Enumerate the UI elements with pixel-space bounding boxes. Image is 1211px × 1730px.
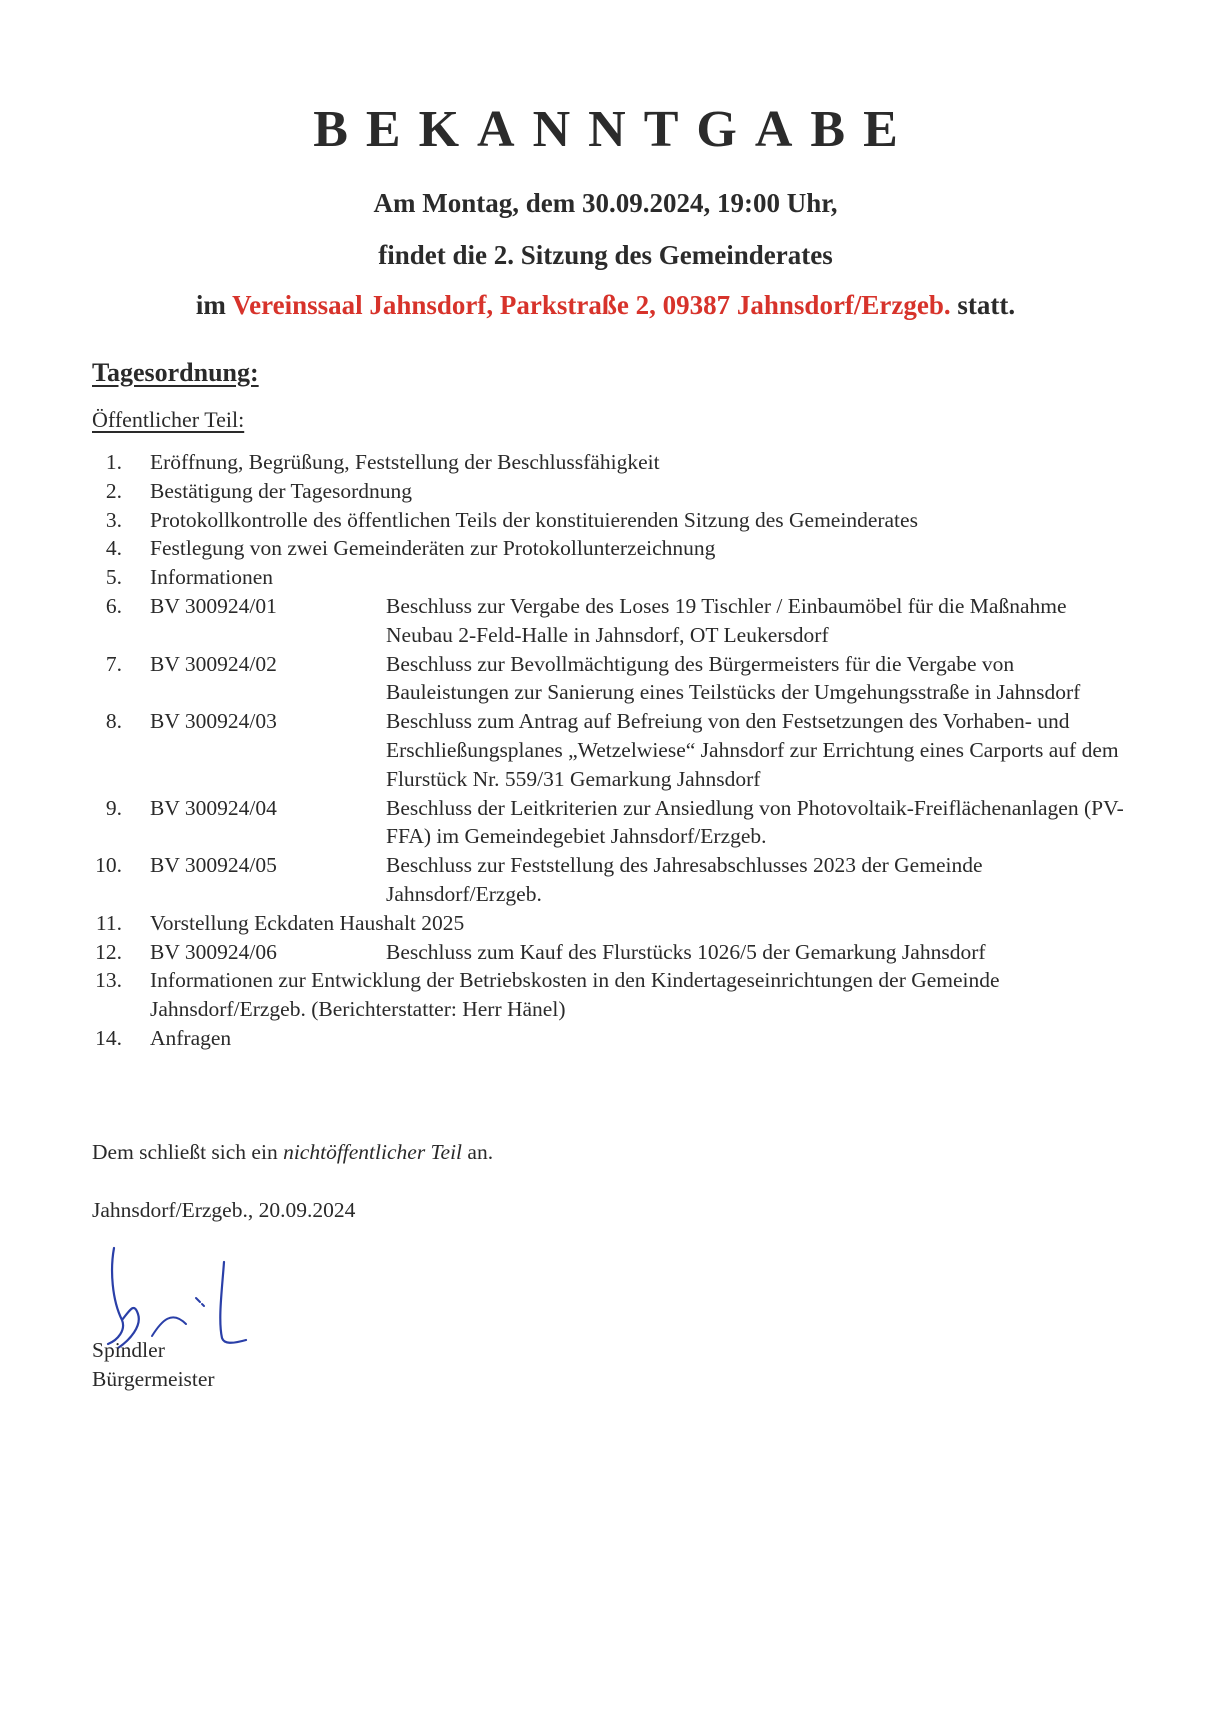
closing-note-prefix: Dem schließt sich ein: [92, 1140, 278, 1164]
agenda-item-number: 14.: [95, 1025, 122, 1050]
agenda-item-number: 8.: [105, 709, 122, 734]
closing-note: [92, 1140, 493, 1165]
agenda-item: [92, 534, 1132, 563]
closing-note-emphasis: nichtöffentlicher Teil: [283, 1140, 463, 1164]
agenda-item-code: BV 300924/04: [150, 795, 277, 820]
agenda-item-number: 3.: [105, 507, 122, 532]
agenda-item-code: BV 300924/02: [150, 651, 277, 676]
meeting-location-line: [0, 290, 1211, 321]
agenda-item: [92, 592, 1132, 650]
closing-note-suffix: an.: [467, 1140, 494, 1164]
agenda-item: [92, 707, 1132, 793]
agenda-item-code: BV 300924/06: [150, 939, 277, 964]
agenda-item-number: 6.: [105, 593, 122, 618]
agenda-item-number-cell: [92, 506, 150, 535]
agenda-item: [92, 650, 1132, 708]
agenda-item-number-cell: [92, 707, 150, 793]
place-and-date: Jahnsdorf/Erzgeb., 20.09.2024: [92, 1198, 356, 1222]
agenda-item: [92, 1024, 1132, 1053]
meeting-description: findet die 2. Sitzung des Gemeinderates: [378, 240, 833, 270]
agenda-item-text: Informationen: [150, 565, 273, 590]
agenda-item-description: Beschluss zur Vergabe des Loses 19 Tischler / Einbaumöbel für die Maßnahme Neubau 2-Feld-Halle in Jahnsdorf, OT Leukersdorf: [386, 593, 1067, 647]
agenda-item-text: Festlegung von zwei Gemeinderäten zur Protokollunterzeichnung: [150, 536, 716, 561]
agenda-item-number: 12.: [95, 939, 122, 964]
agenda-item-number-cell: [92, 534, 150, 563]
document-title: BEKANNTGABE: [313, 101, 916, 158]
agenda-item-number-cell: [92, 563, 150, 592]
agenda-item-description: Beschluss zur Bevollmächtigung des Bürgermeisters für die Vergabe von Bauleistungen zur Sanierung eines Teilstücks der Umgehungsstraße in Jahnsdorf: [386, 651, 1081, 705]
agenda-item-code: BV 300924/05: [150, 853, 277, 878]
agenda-item-description: Beschluss zum Antrag auf Befreiung von den Festsetzungen des Vorhaben- und Erschließungsplanes „Wetzelwiese“ Jahnsdorf zur Errichtung eines Carports auf dem Flurstück Nr. 559/31 Gemarkung Jahnsdorf: [386, 709, 1119, 791]
agenda-item-number: 4.: [105, 536, 122, 561]
public-part-heading: Öffentlicher Teil:: [92, 407, 245, 432]
agenda-item: [92, 477, 1132, 506]
agenda-item-description: Beschluss zum Kauf des Flurstücks 1026/5 der Gemarkung Jahnsdorf: [386, 939, 986, 964]
agenda-item-number: 2.: [105, 478, 122, 503]
meeting-location: Vereinssaal Jahnsdorf, Parkstraße 2, 09387 Jahnsdorf/Erzgeb.: [232, 290, 951, 320]
agenda-item-code: BV 300924/03: [150, 709, 277, 734]
agenda-item-number-cell: [92, 448, 150, 477]
location-suffix: statt.: [957, 290, 1016, 320]
agenda-item-number-cell: [92, 592, 150, 650]
agenda-item-number: 10.: [95, 853, 122, 878]
agenda-item: [92, 794, 1132, 852]
agenda-item-number-cell: [92, 851, 150, 909]
agenda-item: [92, 506, 1132, 535]
agenda-item-number-cell: [92, 966, 150, 1024]
agenda-item-text: Anfragen: [150, 1025, 232, 1050]
agenda-list: [92, 448, 1132, 1053]
agenda-item-number: 7.: [105, 651, 122, 676]
agenda-item: [92, 448, 1132, 477]
location-prefix: im: [195, 290, 226, 320]
agenda-item-text: Eröffnung, Begrüßung, Feststellung der Beschlussfähigkeit: [150, 450, 660, 474]
agenda-item-number: 9.: [105, 795, 122, 820]
agenda-item-number-cell: [92, 794, 150, 852]
agenda-item: [92, 966, 1132, 1024]
agenda-item-number: 1.: [105, 450, 122, 474]
agenda-item-text: Vorstellung Eckdaten Haushalt 2025: [150, 910, 465, 935]
agenda-item-text: Bestätigung der Tagesordnung: [150, 478, 413, 503]
agenda-item-text: Informationen zur Entwicklung der Betriebskosten in den Kindertageseinrichtungen der Gemeinde Jahnsdorf/Erzgeb. (Berichterstatter: Herr Hänel): [150, 968, 1000, 1022]
agenda-item-number: 5.: [105, 565, 122, 590]
agenda-item-number-cell: [92, 650, 150, 708]
agenda-heading: Tagesordnung:: [92, 358, 259, 387]
signer-role: Bürgermeister: [92, 1367, 215, 1391]
signer-name: Spindler: [92, 1338, 165, 1362]
agenda-item-number-cell: [92, 938, 150, 967]
agenda-item-text: Protokollkontrolle des öffentlichen Teils der konstituierenden Sitzung des Gemeinderates: [150, 507, 918, 532]
agenda-item: [92, 851, 1132, 909]
agenda-item-number: 11.: [95, 910, 122, 935]
meeting-datetime: Am Montag, dem 30.09.2024, 19:00 Uhr,: [373, 188, 838, 218]
agenda-item-number: 13.: [95, 968, 122, 993]
agenda-item-code: BV 300924/01: [150, 593, 277, 618]
agenda-item: [92, 909, 1132, 938]
agenda-item-description: Beschluss zur Feststellung des Jahresabschlusses 2023 der Gemeinde Jahnsdorf/Erzgeb.: [386, 853, 983, 906]
agenda-item: [92, 938, 1132, 967]
agenda-item-number-cell: [92, 477, 150, 506]
agenda-item: [92, 563, 1132, 592]
agenda-item-number-cell: [92, 1024, 150, 1053]
agenda-item-description: Beschluss der Leitkriterien zur Ansiedlung von Photovoltaik-Freiflächenanlagen (PV-FFA) im Gemeindegebiet Jahnsdorf/Erzgeb.: [386, 795, 1124, 849]
agenda-item-number-cell: [92, 909, 150, 938]
